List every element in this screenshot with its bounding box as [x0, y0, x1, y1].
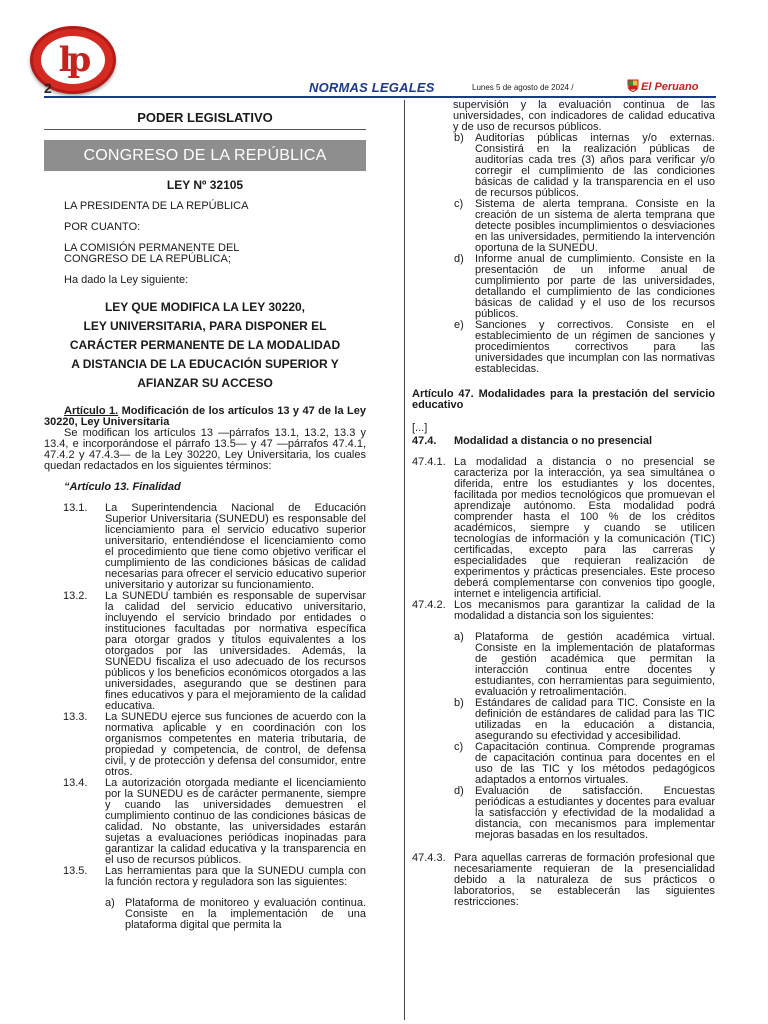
sub-item-text: Capacitación continua. Comprende programas de capacitación continua para docentes en el uso de las TIC y los métodos pedagógicos adaptados a entornos virtuales. — [475, 741, 715, 786]
logo-text: lp — [58, 40, 88, 80]
header-rule — [44, 96, 716, 98]
law-title-line: A DISTANCIA DE LA EDUCACIÓN SUPERIOR Y — [71, 357, 339, 371]
sub-item-text: Evaluación de satisfacción. Encuestas periódicas a estudiantes y docentes para evaluar la satisfacción y efectividad de la modalidad a distancia, con mecanismos para implementar mejoras basadas en los resultados. — [475, 785, 715, 841]
paragraph-number: 13.1. — [63, 502, 88, 514]
sub-item-text: Informe anual de cumplimiento. Consiste en la presentación de un informe anual de cumplimiento por parte de las universidades, detallando el cumplimiento de las condiciones básicas de calidad y el uso de los recursos públicos. — [475, 253, 715, 320]
sub-item-letter: d) — [454, 253, 464, 265]
paragraph-number: 13.3. — [63, 711, 88, 723]
law-title — [44, 298, 366, 393]
sub-item-letter: e) — [454, 319, 464, 331]
sub-item-text: supervisión y la evaluación continua de las universidades, con indicadores de calidad educativa y de uso de recursos públicos. — [453, 99, 715, 133]
section-rule — [44, 129, 366, 130]
sub-item-continued — [412, 100, 715, 133]
article-1-body: Se modifican los artículos 13 —párrafos 13.1, 13.2, 13.3 y 13.4, e incorporándose el párrafo 13.5— y 47 —párrafos 47.4.1, 47.4.2 y 47.4.3— de la Ley 30220, Ley Universitaria, los cuales quedan redactados en los siguientes términos: — [44, 427, 366, 472]
section-title: PODER LEGISLATIVO — [137, 110, 273, 125]
sub-item — [412, 254, 715, 320]
section-title: Modalidad a distancia o no presencial — [454, 435, 653, 447]
sub-item-letter: c) — [454, 198, 464, 210]
paragraph-number: 13.5. — [63, 865, 88, 877]
article-13-heading: “Artículo 13. Finalidad — [64, 481, 181, 493]
law-title-line: CARÁCTER PERMANENTE DE LA MODALIDAD — [69, 338, 341, 352]
paragraph-number: 13.2. — [63, 590, 88, 602]
paragraph-text: La autorización otorgada mediante el licenciamiento por la SUNEDU es de carácter permanente, siempre y cuando las universidades demuestren el cumplimiento continuo de las condiciones básicas de calidad. No obstante, las universidades estarán sujetas a evaluaciones periódicas inopinadas para garantizar la calidad educativa y la transparencia en el uso de recursos públicos. — [105, 777, 366, 866]
paragraph-text: La Superintendencia Nacional de Educación Superior Universitaria (SUNEDU) es responsable del licenciamiento para el servicio educativo superior universitario, entendiéndose el licenciamiento como el procedimiento que tiene como objetivo verificar el cumplimiento de las condiciones básicas de calidad necesarias para ofrecer el servicio educativo superior universitario y autorizar su funcionamiento. — [105, 502, 366, 591]
law-title-line: LEY QUE MODIFICA LA LEY 30220, — [104, 300, 306, 314]
article-1-label: Artículo 1. — [64, 405, 119, 417]
sub-item-letter: a) — [454, 631, 464, 643]
paragraph-number: 47.4.3. — [412, 852, 446, 864]
column-separator — [404, 100, 405, 1020]
paragraph-item — [44, 503, 366, 591]
sub-item-text: Plataforma de gestión académica virtual. Consiste en la implementación de plataformas de gestión académica que permitan la interacción continua entre docentes y estudiantes, con herramientas para seguimiento, evaluación y retroalimentación. — [475, 631, 715, 698]
sub-item — [412, 698, 715, 742]
left-column — [44, 100, 366, 931]
paragraph-item — [44, 712, 366, 778]
paragraph-number: 13.4. — [63, 777, 88, 789]
sub-item-letter: c) — [454, 741, 464, 753]
paragraph-item — [412, 600, 715, 622]
paragraph-item — [44, 591, 366, 712]
paragraph-text: La SUNEDU también es responsable de supervisar la calidad del servicio educativo universitario, incluyendo el servicio brindado por entidades o instituciones facultadas por normativa específica para otorgar grados y títulos equivalentes a los otorgados por las universidades. Además, la SUNEDU fiscaliza el uso adecuado de los recursos públicos y los beneficios económicos otorgados a las universidades, asegurando que se destinen para fines educativos y para el mejoramiento de la calidad educativa. — [105, 590, 366, 712]
sub-item-letter: a) — [105, 897, 115, 909]
section-number: 47.4. — [412, 435, 437, 447]
paragraph-text: Los mecanismos para garantizar la calidad de la modalidad a distancia son los siguientes: — [454, 599, 715, 622]
commission-line-2: CONGRESO DE LA REPÚBLICA; — [64, 253, 231, 265]
institution-banner: CONGRESO DE LA REPÚBLICA — [44, 140, 366, 171]
paragraph-item — [412, 457, 715, 600]
right-column — [412, 100, 715, 908]
paragraph-number: 47.4.2. — [412, 599, 446, 611]
sub-item — [412, 133, 715, 199]
sub-item — [412, 632, 715, 698]
sub-item-text: Plataforma de monitoreo y evaluación continua. Consiste en la implementación de una plataforma digital que permita la — [125, 897, 366, 931]
sub-item-text: Estándares de calidad para TIC. Consiste en la definición de estándares de calidad para las TIC utilizadas en la educación a distancia, asegurando su efectividad y accesibilidad. — [475, 697, 715, 742]
paragraph-item — [44, 778, 366, 866]
coat-of-arms-icon — [627, 79, 639, 92]
article-1-heading — [44, 406, 366, 428]
sub-item-text: Auditorías públicas internas y/o externas. Consistirá en la realización públicas de auditorías cada tres (3) años para verificar y/o corregir el cumplimiento de las condiciones básicas de calidad y la transparencia en el uso de recursos públicos. — [475, 132, 715, 199]
quality-mechanisms — [412, 632, 715, 841]
por-cuanto: POR CUANTO: — [64, 221, 141, 233]
commission-line-1: LA COMISIÓN PERMANENTE DEL — [64, 242, 240, 254]
sub-item — [412, 199, 715, 254]
sub-item-letter — [412, 100, 453, 133]
paragraph-number: 47.4.1. — [412, 456, 446, 468]
paragraph-text: La SUNEDU ejerce sus funciones de acuerdo con la normativa aplicable y en coordinación con los organismos competentes en materia tributaria, de propiedad y competencia, de control, de defensa civil, y de protección y defensa del consumidor, entre otros. — [105, 711, 366, 778]
sub-item — [412, 742, 715, 786]
law-title-line: AFIANZAR SU ACCESO — [137, 376, 273, 390]
publication-title: NORMAS LEGALES — [309, 80, 435, 95]
law-number: LEY Nº 32105 — [166, 178, 244, 192]
article-1-title: Modificación de los artículos 13 y 47 de la Ley 30220, Ley Universitaria — [44, 405, 366, 428]
article-13-items — [44, 503, 366, 931]
law-title-line: LEY UNIVERSITARIA, PARA DISPONER EL — [83, 319, 327, 333]
logo-mark — [41, 36, 105, 84]
section-47-4-heading — [412, 436, 715, 447]
paragraph-item — [44, 866, 366, 888]
president-line: LA PRESIDENTA DE LA REPÚBLICA — [64, 200, 249, 212]
paragraph-text: La modalidad a distancia o no presencial se caracteriza por la interacción, ya sea simultánea o diferida, entre los estudiantes y los docentes, facilitada por medios tecnológicos que promuevan el aprendizaje autónomo. Esta modalidad podrá comprender hasta el 100 % de los créditos académicos, siempre y cuando se utilicen tecnologías de información y la comunicación (TIC) certificadas, excepto para las carreras y especialidades que requieran realización de experimentos y prácticas presenciales. Este proceso deberá complementarse con convenios tipo google, internet e inteligencia artificial. — [454, 456, 715, 600]
sub-item-text: Sanciones y correctivos. Consiste en el establecimiento de un régimen de sanciones y procedimientos correctivos para las universidades que incumplan con las normativas establecidas. — [475, 319, 715, 375]
given-law-line: Ha dado la Ley siguiente: — [64, 274, 189, 286]
sub-item — [44, 898, 366, 931]
publication-date: Lunes 5 de agosto de 2024 / — [472, 83, 574, 92]
brand-name: El Peruano — [641, 81, 699, 93]
paragraph-text: Las herramientas para que la SUNEDU cumpla con la función rectora y reguladora son las siguientes: — [105, 865, 366, 888]
article-47-heading: Artículo 47. Modalidades para la prestación del servicio educativo — [412, 388, 715, 411]
sub-item — [412, 786, 715, 841]
sub-item-letter: d) — [454, 785, 464, 797]
sub-item-text: Sistema de alerta temprana. Consiste en la creación de un sistema de alerta temprana que detecte posibles incumplimientos o desviaciones en las universidades, permitiendo la intervención oportuna de la SUNEDU. — [475, 198, 715, 254]
page-number: 2 — [44, 80, 52, 96]
ellipsis: [...] — [412, 422, 428, 434]
logo — [30, 26, 116, 94]
paragraph-item — [412, 853, 715, 908]
sub-item-letter: b) — [454, 132, 464, 144]
paragraph-text: Para aquellas carreras de formación profesional que necesariamente requieran de la presencialidad debido a la naturaleza de sus prácticos o laboratorios, se establecerán las siguientes restricciones: — [454, 852, 715, 908]
sub-item — [412, 320, 715, 375]
sub-item-letter: b) — [454, 697, 464, 709]
